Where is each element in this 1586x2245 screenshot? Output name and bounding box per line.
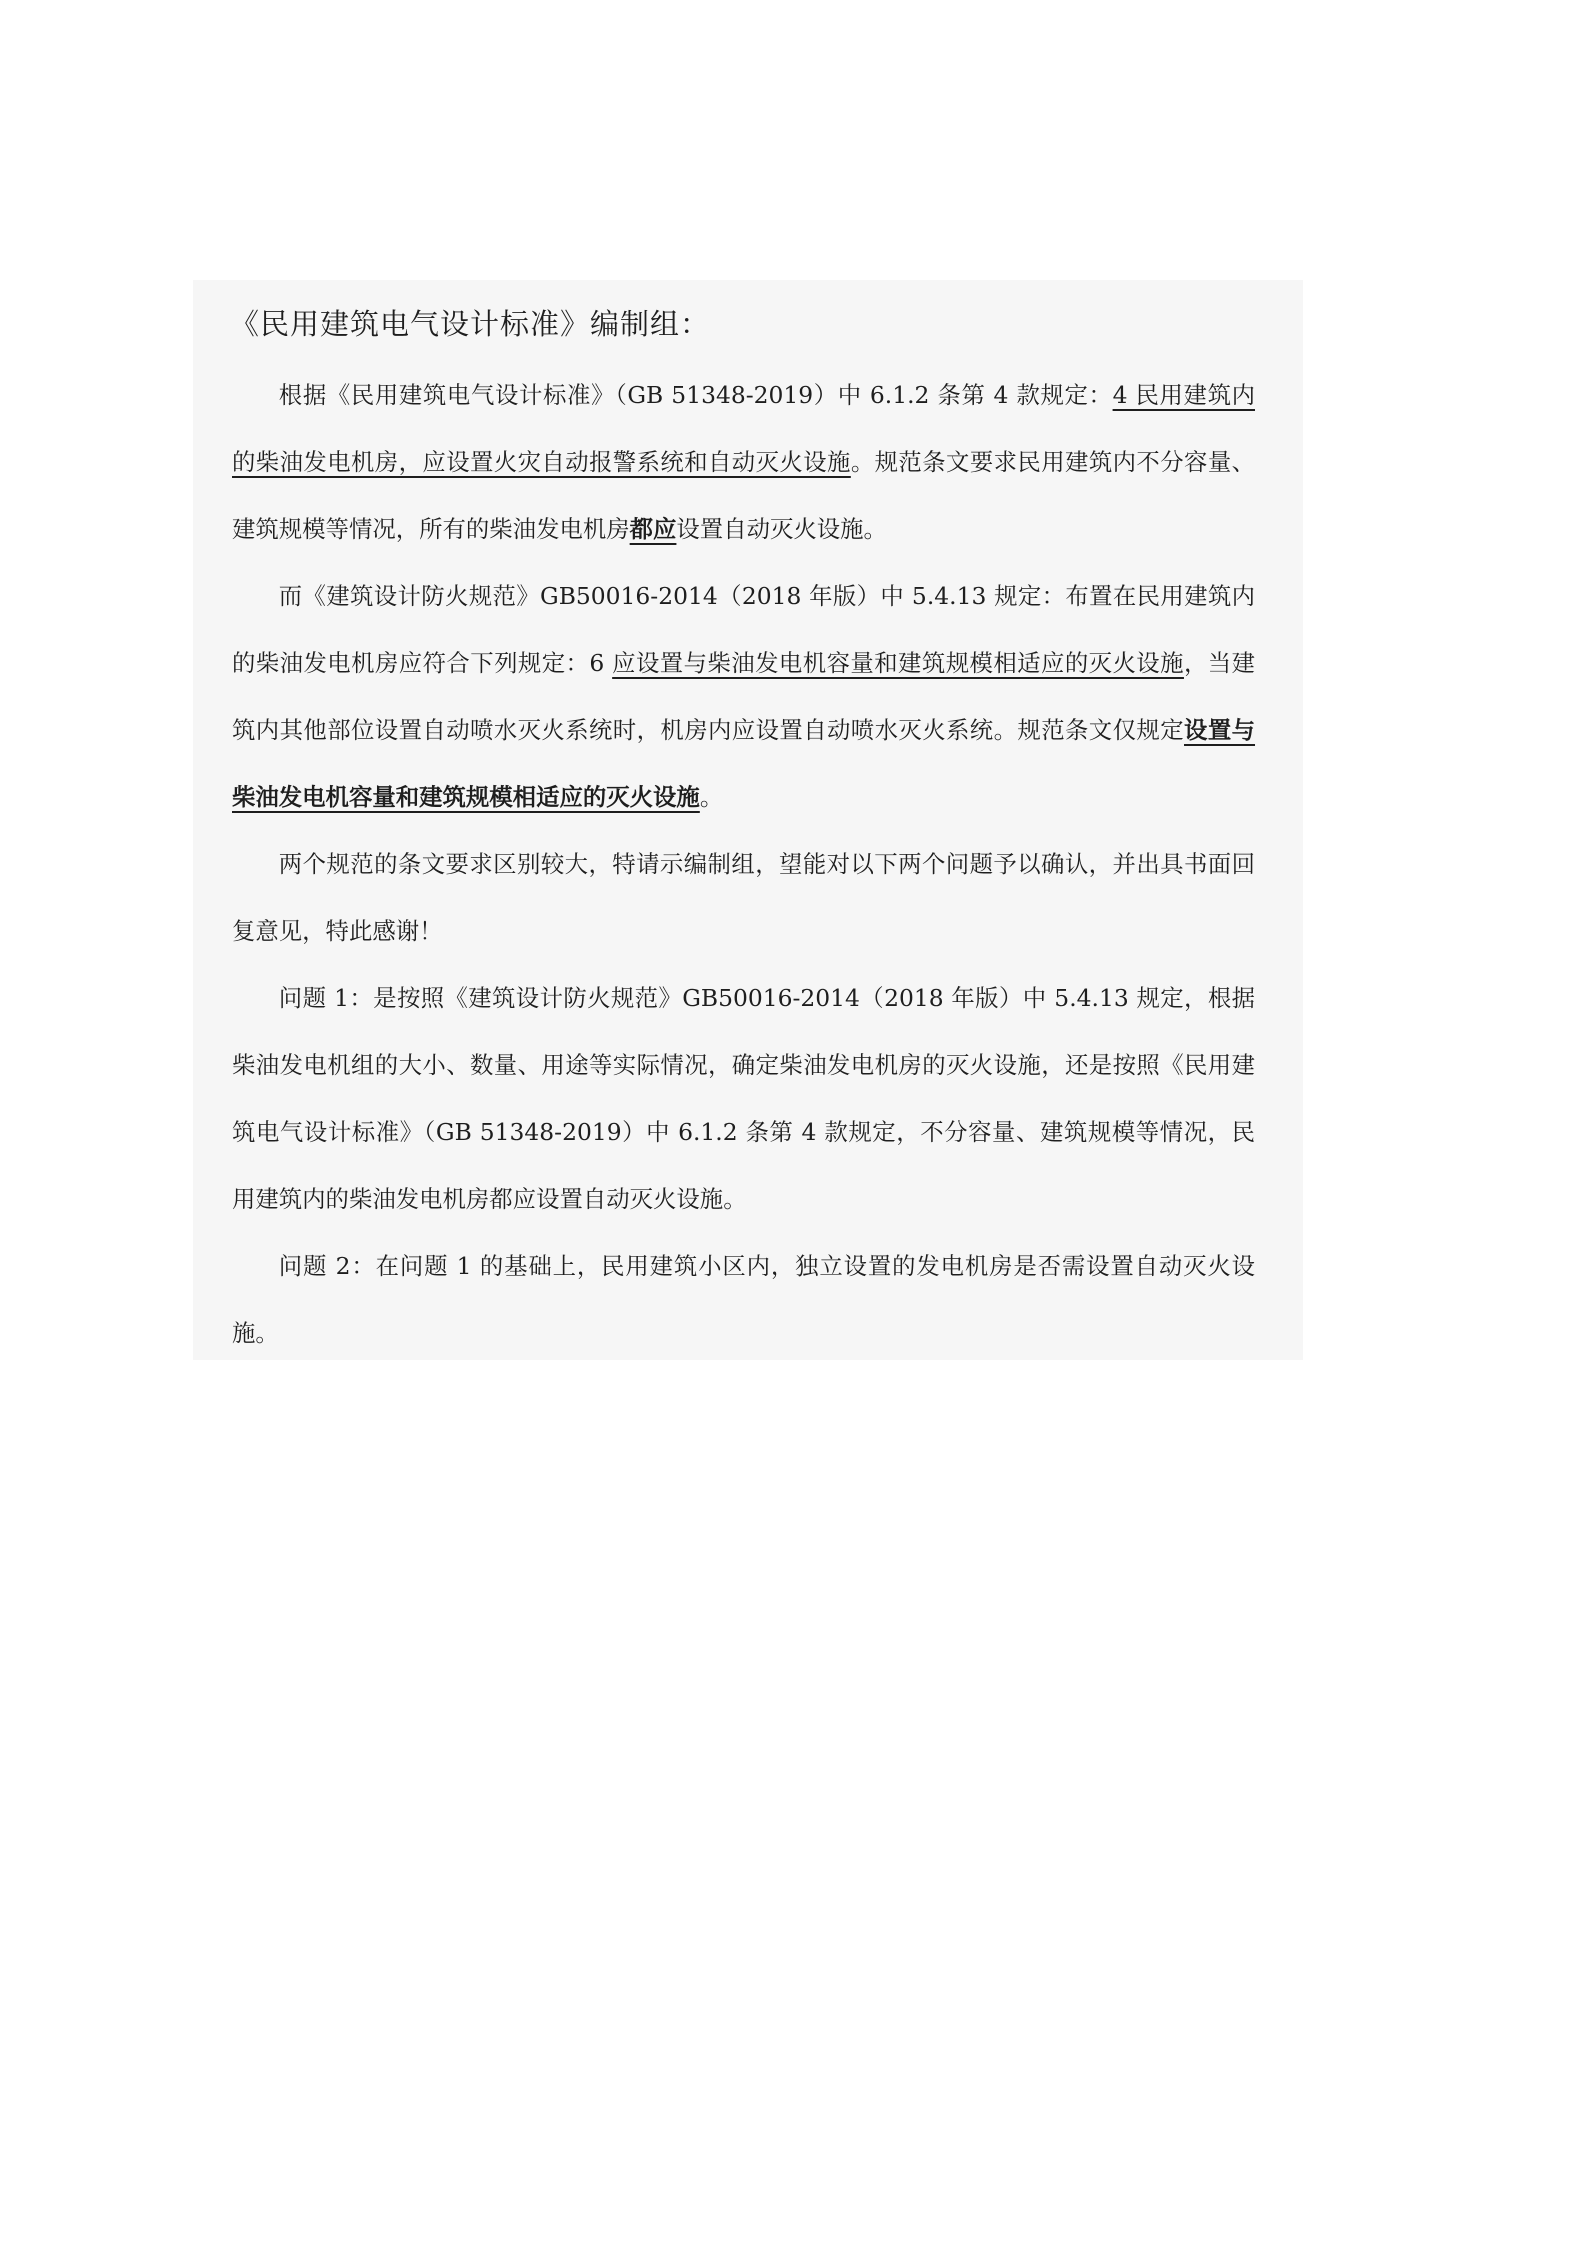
letter-addressee: 《民用建筑电气设计标准》编制组： (230, 307, 711, 341)
paragraph-2 (232, 563, 1255, 831)
paragraph-3 (232, 831, 1255, 965)
emphasis-underlined-bold: 都应 (629, 515, 677, 543)
paragraph-1-text: 根据《民用建筑电气设计标准》（GB 51348-2019）中 6.1.2 条第 4 款规定： (278, 381, 1113, 409)
paragraph-1-text: 设置自动灭火设施。 (676, 515, 887, 543)
quoted-clause-underlined: 4 民用建筑内的柴油发电机房，应设置火灾自动报警系统和自动灭火设施 (232, 381, 1255, 476)
emphasis-underlined-bold: 设置与柴油发电机容量和建筑规模相适应的灭火设施 (232, 716, 1256, 811)
paragraph-2-text: ，当建筑内其他部位设置自动喷水灭火系统时，机房内应设置自动喷水灭火系统。规范条文仅规定 (232, 649, 1255, 744)
paragraph-question-1 (232, 965, 1255, 1233)
paragraph-2-text: 。 (699, 783, 724, 811)
paragraph-question-2 (232, 1233, 1255, 1367)
letter-body (232, 362, 1255, 1367)
paragraph-3-text: 两个规范的条文要求区别较大，特请示编制组，望能对以下两个问题予以确认，并出具书面回复意见，特此感谢！ (232, 850, 1255, 945)
quoted-clause-underlined: 应设置与柴油发电机容量和建筑规模相适应的灭火设施 (612, 649, 1184, 677)
question-1-text: 问题 1：是按照《建筑设计防火规范》GB50016-2014（2018 年版）中 5.4.13 规定，根据柴油发电机组的大小、数量、用途等实际情况，确定柴油发电机房的灭火设施，还是按照《民用建筑电气设计标准》（GB 51348-2019）中 6.1.2 条第 4 款规定，不分容量、建筑规模等情况，民用建筑内的柴油发电机房都应设置自动灭火设施。 (232, 984, 1255, 1213)
question-2-text: 问题 2：在问题 1 的基础上，民用建筑小区内，独立设置的发电机房是否需设置自动灭火设施。 (232, 1252, 1255, 1347)
paragraph-1 (232, 362, 1255, 563)
paragraph-2-text: 而《建筑设计防火规范》GB50016-2014（2018 年版）中 5.4.13 规定：布置在民用建筑内的柴油发电机房应符合下列规定：6 (232, 582, 1255, 677)
paragraph-1-text: 。规范条文要求民用建筑内不分容量、建筑规模等情况，所有的柴油发电机房 (232, 448, 1256, 543)
